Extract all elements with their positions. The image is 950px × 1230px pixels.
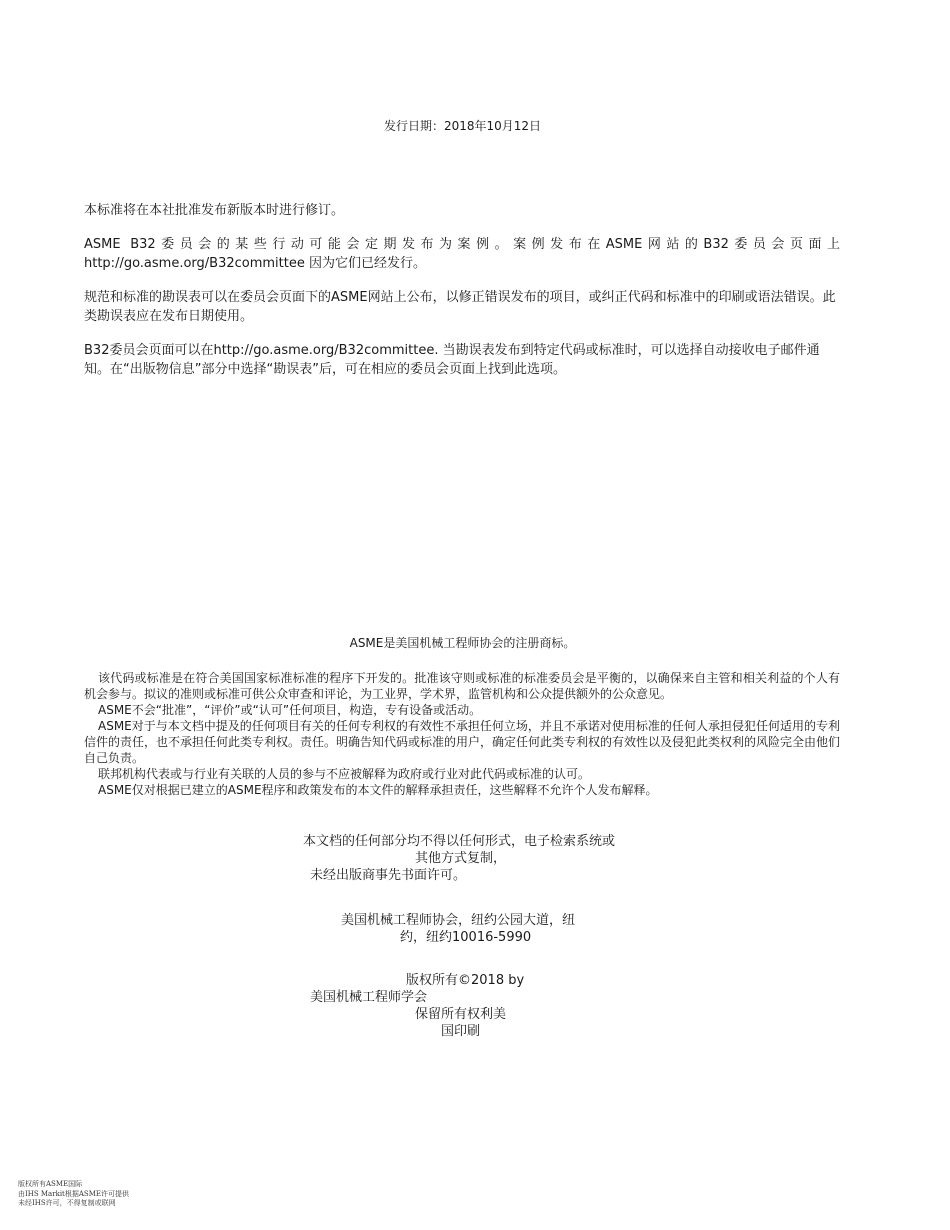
disclaimer-paragraph: ASME对于与本文档中提及的任何项目有关的任何专利权的有效性不承担任何立场，并且不承诺对使用标准的任何人承担侵犯任何适用的专利信件的责任，也不承担任何此类专利权。责任。明确告知代码或标准的用户，确定任何此类专利权的有效性以及侵犯此类权利的风险完全由他们自己负责。: [84, 719, 841, 765]
reproduction-notice-line: 未经出版商事先书面许可。: [310, 868, 467, 883]
reproduction-notice-line: 其他方式复制，: [415, 851, 507, 866]
disclaimer-paragraph: 联邦机构代表或与行业有关联的人员的参与不应被解释为政府或行业对此代码或标准的认可。: [98, 767, 591, 781]
license-footer: [18, 1180, 129, 1209]
license-footer-line: 版权所有ASME国际: [18, 1180, 83, 1188]
errata-paragraph: 规范和标准的勘误表可以在委员会页面下的ASME网站上公布，以修正错误发布的项目，或纠正代码和标准中的印刷或语法错误。此类勘误表应在发布日期使用。: [84, 290, 836, 324]
trademark-notice: ASME是美国机械工程师协会的注册商标。: [349, 636, 576, 650]
disclaimer-block: [84, 670, 840, 798]
copyright-line: 版权所有©2018 by: [406, 973, 525, 988]
publisher-address-line: 约，纽约10016-5990: [400, 930, 532, 945]
copyright-line: 美国机械工程师学会: [310, 990, 428, 1005]
license-footer-line: 由IHS Markit根据ASME许可提供: [18, 1189, 129, 1198]
issue-date: 发行日期：2018年10月12日: [383, 119, 542, 133]
cases-paragraph: ASME B32委员会的某些行动可能会定期发布为案例。案例发布在ASME网站的B32委员会页面上 http://go.asme.org/B32committee 因为它们已经发行。: [84, 237, 840, 271]
license-footer-line: 未经IHS许可，不得复制或联网: [18, 1199, 116, 1207]
disclaimer-paragraph: ASME仅对根据已建立的ASME程序和政策发布的本文件的解释承担责任，这些解释不允许个人发布解释。: [98, 783, 658, 797]
disclaimer-paragraph: ASME不会“批准”，“评价”或“认可”任何项目，构造，专有设备或活动。: [98, 703, 482, 717]
disclaimer-paragraph: 该代码或标准是在符合美国国家标准标准的程序下开发的。批准该守则或标准的标准委员会是平衡的，以确保来自主管和相关利益的个人有机会参与。拟议的准则或标准可供公众审查和评论，为工业界，学术界，监管机构和公众提供额外的公众意见。: [84, 671, 840, 701]
revision-paragraph: 本标准将在本社批准发布新版本时进行修订。: [84, 203, 345, 218]
copyright-line: 保留所有权利美: [415, 1007, 507, 1022]
publisher-address-line: 美国机械工程师协会，纽约公园大道，纽: [341, 913, 576, 928]
reproduction-notice-line: 本文档的任何部分均不得以任何形式，电子检索系统或: [303, 834, 616, 849]
copyright-line: 国印刷: [441, 1024, 481, 1039]
committee-page-paragraph: B32委员会页面可以在http://go.asme.org/B32committee. 当勘误表发布到特定代码或标准时，可以选择自动接收电子邮件通知。在“出版物信息”部分中选择“勘误表”后，可在相应的委员会页面上找到此选项。: [84, 343, 820, 377]
